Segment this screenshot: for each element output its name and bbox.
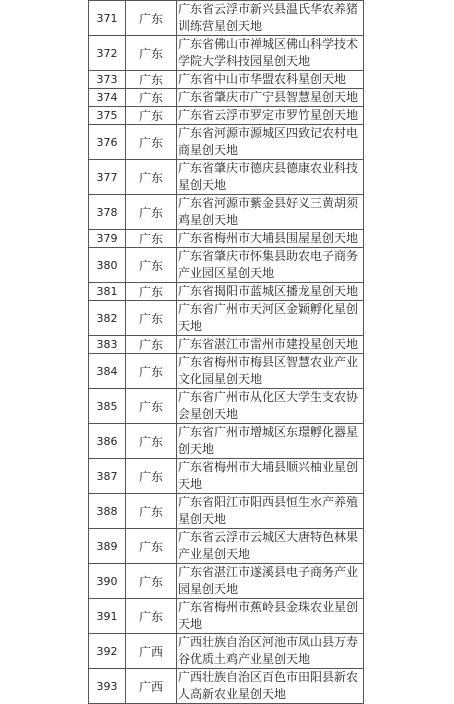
row-number-cell: 384 (89, 354, 126, 389)
row-number-cell: 376 (89, 125, 126, 160)
province-cell: 广东 (126, 564, 177, 599)
row-number-cell: 374 (89, 89, 126, 107)
name-cell: 广东省梅州市大埔县顺兴柚业星创天地 (177, 459, 364, 494)
row-number-cell: 391 (89, 599, 126, 634)
province-cell: 广东 (126, 125, 177, 160)
star-space-table (88, 0, 364, 704)
table-row (89, 89, 364, 107)
row-number-cell: 375 (89, 107, 126, 125)
table-row (89, 160, 364, 195)
row-number-cell: 380 (89, 248, 126, 283)
table-row (89, 459, 364, 494)
name-cell: 广东省中山市华盟农科星创天地 (177, 71, 364, 89)
row-number-cell: 386 (89, 424, 126, 459)
row-number-cell: 385 (89, 389, 126, 424)
name-cell: 广东省云浮市罗定市罗竹星创天地 (177, 107, 364, 125)
name-cell: 广东省梅州市蕉岭县金珠农业星创天地 (177, 599, 364, 634)
name-cell: 广东省肇庆市广宁县智慧星创天地 (177, 89, 364, 107)
province-cell: 广东 (126, 389, 177, 424)
table-row (89, 564, 364, 599)
name-cell: 广东省阳江市阳西县恒生水产养殖星创天地 (177, 494, 364, 529)
row-number-cell: 393 (89, 669, 126, 704)
table-row (89, 107, 364, 125)
table-row (89, 634, 364, 669)
table-row (89, 529, 364, 564)
name-cell: 广东省广州市增城区东璟孵化器星创天地 (177, 424, 364, 459)
name-cell: 广东省云浮市云城区大唐特色林果产业星创天地 (177, 529, 364, 564)
province-cell: 广东 (126, 599, 177, 634)
row-number-cell: 371 (89, 1, 126, 36)
table-row (89, 125, 364, 160)
table-row (89, 283, 364, 301)
table-row (89, 301, 364, 336)
row-number-cell: 372 (89, 36, 126, 71)
province-cell: 广东 (126, 230, 177, 248)
province-cell: 广西 (126, 669, 177, 704)
table-row (89, 36, 364, 71)
name-cell: 广东省河源市源城区四致记农村电商星创天地 (177, 125, 364, 160)
name-cell: 广东省梅州市梅县区智慧农业产业文化园星创天地 (177, 354, 364, 389)
province-cell: 广东 (126, 195, 177, 230)
row-number-cell: 389 (89, 529, 126, 564)
name-cell: 广西壮族自治区百色市田阳县新农人高新农业星创天地 (177, 669, 364, 704)
table-row (89, 336, 364, 354)
name-cell: 广东省佛山市禅城区佛山科学技术学院大学科技园星创天地 (177, 36, 364, 71)
row-number-cell: 382 (89, 301, 126, 336)
table-row (89, 354, 364, 389)
province-cell: 广东 (126, 89, 177, 107)
row-number-cell: 388 (89, 494, 126, 529)
row-number-cell: 387 (89, 459, 126, 494)
province-cell: 广东 (126, 107, 177, 125)
name-cell: 广东省云浮市新兴县温氏华农养猪训练营星创天地 (177, 1, 364, 36)
table-row (89, 1, 364, 36)
name-cell: 广东省广州市天河区金颖孵化星创天地 (177, 301, 364, 336)
province-cell: 广东 (126, 459, 177, 494)
province-cell: 广东 (126, 160, 177, 195)
table-row (89, 195, 364, 230)
province-cell: 广东 (126, 354, 177, 389)
province-cell: 广东 (126, 283, 177, 301)
province-cell: 广东 (126, 36, 177, 71)
row-number-cell: 383 (89, 336, 126, 354)
table-row (89, 230, 364, 248)
row-number-cell: 379 (89, 230, 126, 248)
row-number-cell: 381 (89, 283, 126, 301)
name-cell: 广东省河源市紫金县好义三黄胡须鸡星创天地 (177, 195, 364, 230)
row-number-cell: 378 (89, 195, 126, 230)
table-row (89, 389, 364, 424)
row-number-cell: 392 (89, 634, 126, 669)
row-number-cell: 390 (89, 564, 126, 599)
name-cell: 广东省梅州市大埔县围屋星创天地 (177, 230, 364, 248)
province-cell: 广东 (126, 336, 177, 354)
table-row (89, 71, 364, 89)
row-number-cell: 377 (89, 160, 126, 195)
province-cell: 广东 (126, 248, 177, 283)
table-row (89, 424, 364, 459)
province-cell: 广东 (126, 529, 177, 564)
province-cell: 广东 (126, 71, 177, 89)
province-cell: 广东 (126, 1, 177, 36)
table-body (89, 1, 364, 704)
table-row (89, 599, 364, 634)
table-row (89, 494, 364, 529)
row-number-cell: 373 (89, 71, 126, 89)
name-cell: 广东省肇庆市德庆县德康农业科技星创天地 (177, 160, 364, 195)
name-cell: 广西壮族自治区河池市凤山县万寿谷优质土鸡产业星创天地 (177, 634, 364, 669)
province-cell: 广东 (126, 424, 177, 459)
table-row (89, 669, 364, 704)
name-cell: 广东省湛江市遂溪县电子商务产业园星创天地 (177, 564, 364, 599)
name-cell: 广东省广州市从化区大学生支农协会星创天地 (177, 389, 364, 424)
province-cell: 广东 (126, 301, 177, 336)
name-cell: 广东省揭阳市蓝城区播龙星创天地 (177, 283, 364, 301)
table-row (89, 248, 364, 283)
province-cell: 广西 (126, 634, 177, 669)
province-cell: 广东 (126, 494, 177, 529)
name-cell: 广东省肇庆市怀集县助农电子商务产业园区星创天地 (177, 248, 364, 283)
name-cell: 广东省湛江市雷州市建投星创天地 (177, 336, 364, 354)
